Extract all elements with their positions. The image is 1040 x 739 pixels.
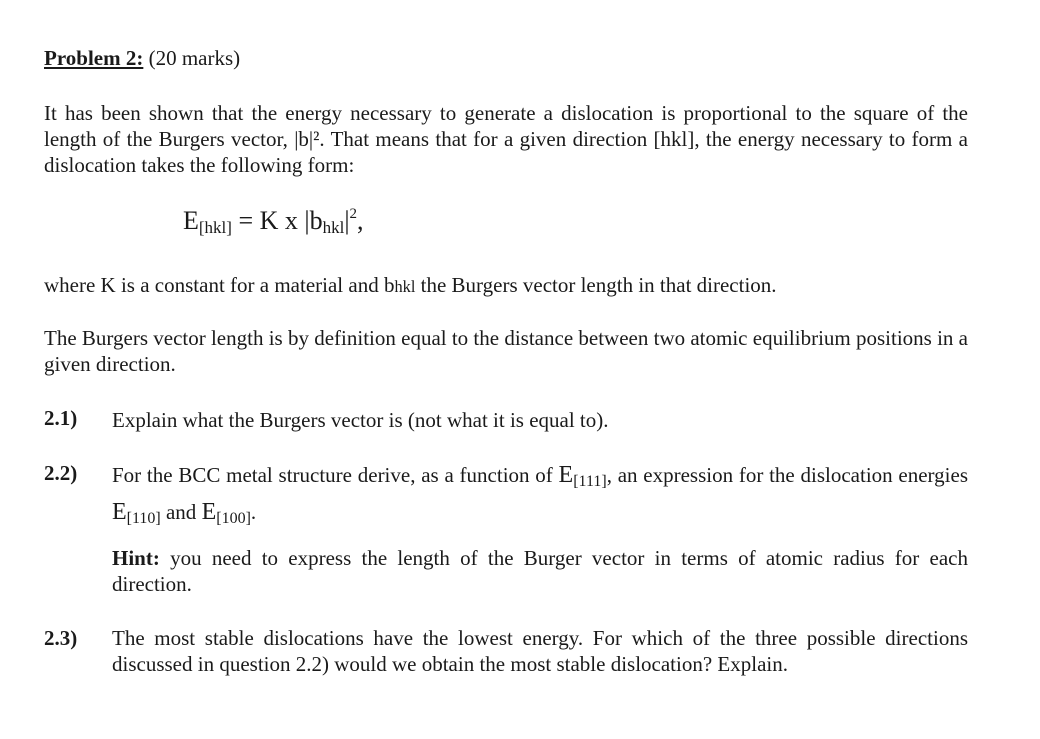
- energy-formula: [183, 206, 364, 238]
- question-2-3-number: 2.3): [44, 626, 78, 650]
- formula-e: E: [183, 206, 199, 235]
- intro-paragraph: It has been shown that the energy necessary to generate a dislocation is proportional to the square of the length of the Burgers vector, |b|². That means that for a given direction [hkl], the energy necessary to form a dislocation takes the following form:: [44, 101, 968, 177]
- formula-b-subscript: hkl: [322, 218, 345, 237]
- q22-part2: , an expression for the dislocation energies: [606, 463, 968, 487]
- q22-part1: For the BCC metal structure derive, as a function of: [112, 463, 559, 487]
- question-2-2-text: [112, 460, 968, 534]
- q22-part3: and: [160, 500, 202, 524]
- question-2-3-text: The most stable dislocations have the lowest energy. For which of the three possible directions discussed in question 2.2) would we obtain the most stable dislocation? Explain.: [112, 626, 968, 676]
- question-2-1-text: Explain what the Burgers vector is (not what it is equal to).: [112, 408, 609, 432]
- where-after: the Burgers vector length in that direction.: [415, 273, 777, 297]
- q22-e100-sub: [100]: [216, 510, 251, 527]
- definition-paragraph: The Burgers vector length is by definition equal to the distance between two atomic equilibrium positions in a given direction.: [44, 326, 968, 376]
- q22-e111-sub: [111]: [573, 473, 607, 490]
- hint-label: Hint:: [112, 546, 160, 570]
- q22-e111: E: [558, 462, 574, 488]
- q22-part4: .: [250, 500, 257, 524]
- hint-text: you need to express the length of the Burger vector in terms of atomic radius for each direction.: [112, 546, 968, 596]
- q22-e100: E: [201, 499, 217, 525]
- q22-e110: E: [112, 499, 127, 525]
- formula-tail: ,: [357, 206, 364, 235]
- formula-middle: = K x |b: [231, 206, 323, 235]
- formula-power: 2: [349, 206, 358, 222]
- problem-marks: (20 marks): [143, 46, 241, 70]
- problem-heading: [44, 46, 240, 71]
- problem-title: Problem 2:: [44, 46, 144, 70]
- question-2-2-number: 2.2): [44, 461, 78, 485]
- where-before: where K is a constant for a material and b: [44, 273, 395, 297]
- q22-e110-sub: [110]: [126, 510, 161, 527]
- formula-end: |: [344, 206, 350, 235]
- hint-paragraph: [112, 545, 968, 597]
- where-paragraph: [44, 272, 968, 300]
- formula-e-subscript: [hkl]: [198, 218, 232, 237]
- question-2-1-number: 2.1): [44, 406, 78, 430]
- where-subscript: hkl: [394, 277, 416, 296]
